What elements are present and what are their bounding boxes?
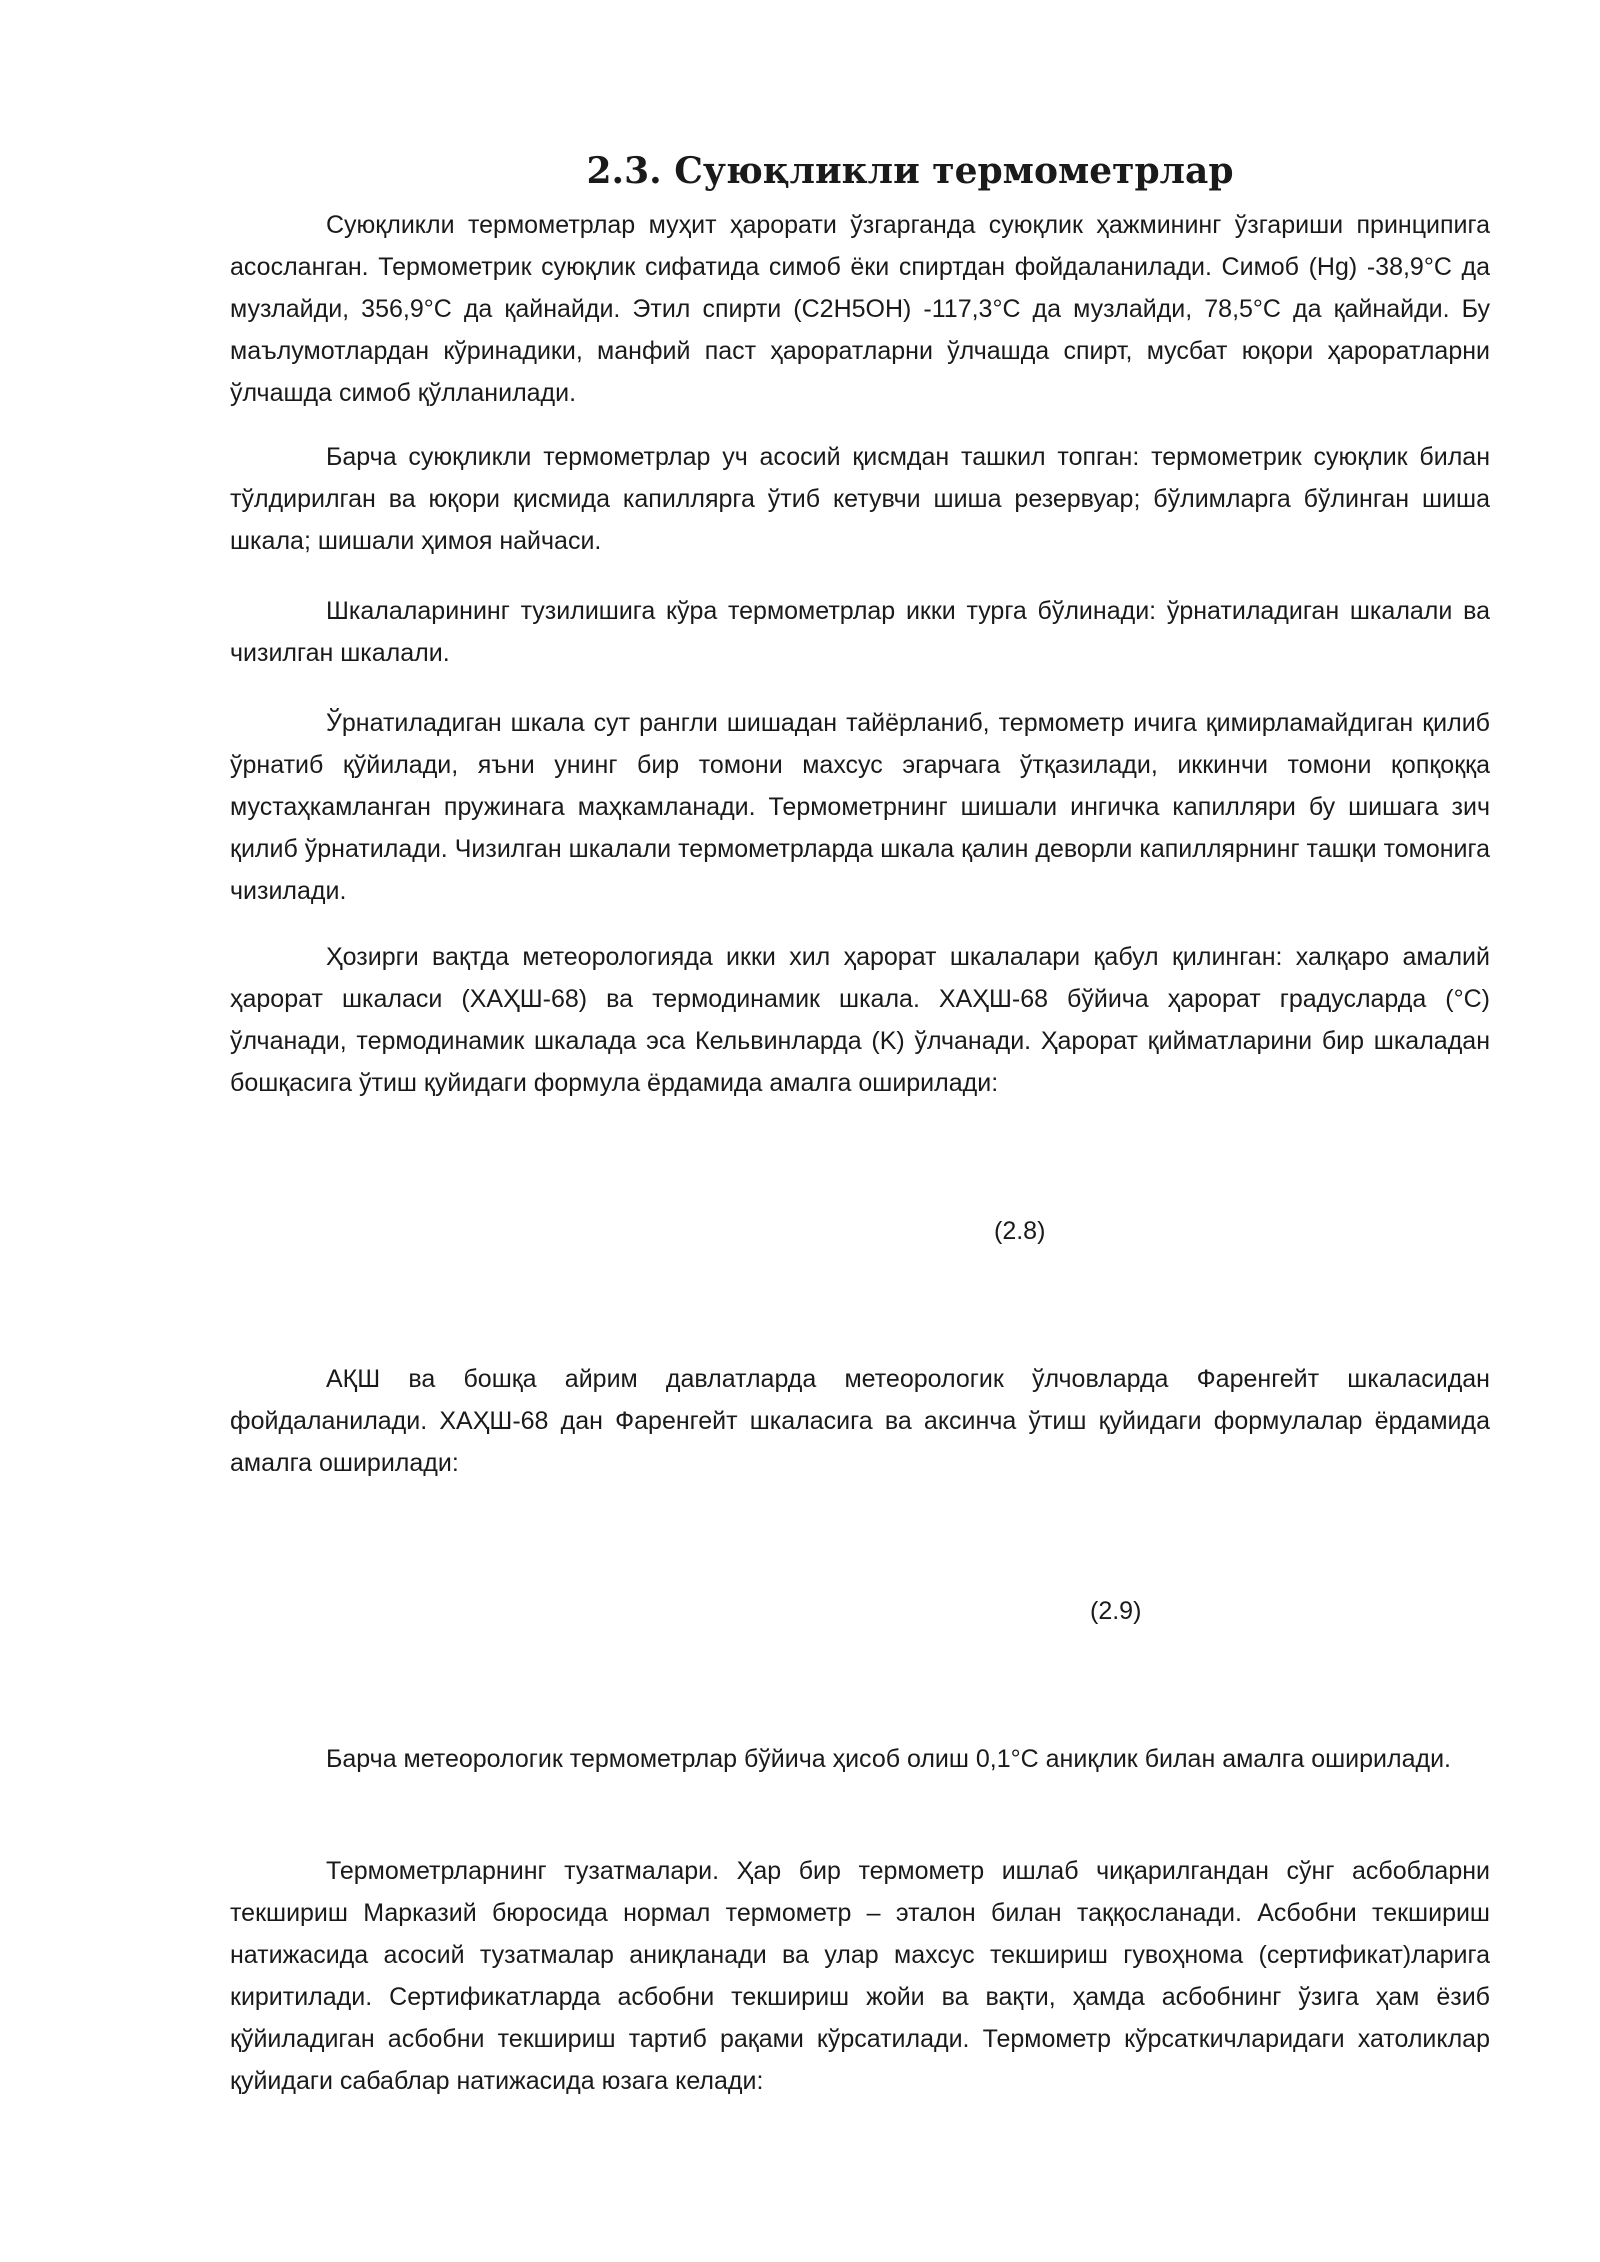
paragraph-scale-types: Шкалаларининг тузилишига кўра термометрлар икки турга бўлинади: ўрнатиладиган шкалали ва чизилган шкалали. (230, 597, 1490, 667)
paragraph-mounted-scale: Ўрнатиладиган шкала сут рангли шишадан тайёрланиб, термометр ичига қимирламайдиган қилиб ўрнатиб қўйилади, яъни унинг бир томони махсус эгарчага ўтқазилади, иккинчи томони қопқоққа мустаҳкамланган пружинага маҳкамланади. Термометрнинг шишали ингичка капилляри бу шишага зич қилиб ўрнатилади. Чизилган шкалали термометрларда шкала қалин деворли капиллярнинг ташқи томонига чизилади. (230, 709, 1490, 905)
formula-number-2-8: (2.8) (994, 1217, 1046, 1245)
paragraph-reading-accuracy: Барча метеорологик термометрлар бўйича ҳисоб олиш 0,1°C аниқлик билан амалга оширилади. (326, 1745, 1451, 1773)
paragraph-fahrenheit: АҚШ ва бошқа айрим давлатларда метеорологик ўлчовларда Фаренгейт шкаласидан фойдаланилади. ХАҲШ-68 дан Фаренгейт шкаласига ва аксинча ўтиш қуйидаги формулалар ёрдамида амалга оширилади: (230, 1365, 1490, 1477)
paragraph-thermometer-parts: Барча суюқликли термометрлар уч асосий қисмдан ташкил топган: термометрик суюқлик билан тўлдирилган ва юқори қисмида капиллярга ўтиб кетувчи шиша резервуар; бўлимларга бўлинган шиша шкала; шишали ҳимоя найчаси. (230, 443, 1490, 555)
paragraph-thermometer-corrections: Термометрларнинг тузатмалари. Ҳар бир термометр ишлаб чиқарилгандан сўнг асбобларни текшириш Марказий бюросида нормал термометр – эталон билан таққосланади. Асбобни текшириш натижасида асосий тузатмалар аниқланади ва улар махсус текшириш гувоҳнома (сертификат)ларига киритилади. Сертификатларда асбобни текшириш жойи ва вақти, ҳамда асбобнинг ўзига ҳам ёзиб қўйиладиган асбобни текшириш тартиб рақами кўрсатилади. Термометр кўрсаткичларидаги хатоликлар қуйидаги сабаблар натижасида юзага келади: (230, 1857, 1490, 2095)
formula-number-2-9: (2.9) (1090, 1597, 1142, 1625)
paragraph-temperature-scales: Ҳозирги вақтда метеорологияда икки хил ҳарорат шкалалари қабул қилинган: халқаро амалий ҳарорат шкаласи (ХАҲШ-68) ва термодинамик шкала. ХАҲШ-68 бўйича ҳарорат градусларда (°C) ўлчанади, термодинамик шкалада эса Кельвинларда (K) ўлчанади. Ҳарорат қийматларини бир шкаладан бошқасига ўтиш қуйидаги формула ёрдамида амалга оширилади: (230, 943, 1490, 1097)
section-heading: 2.3. Суюқликли термометрлар (586, 150, 1234, 192)
paragraph-liquid-thermometers-intro: Суюқликли термометрлар муҳит ҳарорати ўзгарганда суюқлик ҳажмининг ўзгариши принципига асосланган. Термометрик суюқлик сифатида симоб ёки спиртдан фойдаланилади. Симоб (Hg) -38,9°C да музлайди, 356,9°C да қайнайди. Этил спирти (C2H5OH) -117,3°C да музлайди, 78,5°C да қайнайди. Бу маълумотлардан кўринадики, манфий паст ҳароратларни ўлчашда спирт, мусбат юқори ҳароратларни ўлчашда симоб қўлланилади. (230, 211, 1491, 407)
